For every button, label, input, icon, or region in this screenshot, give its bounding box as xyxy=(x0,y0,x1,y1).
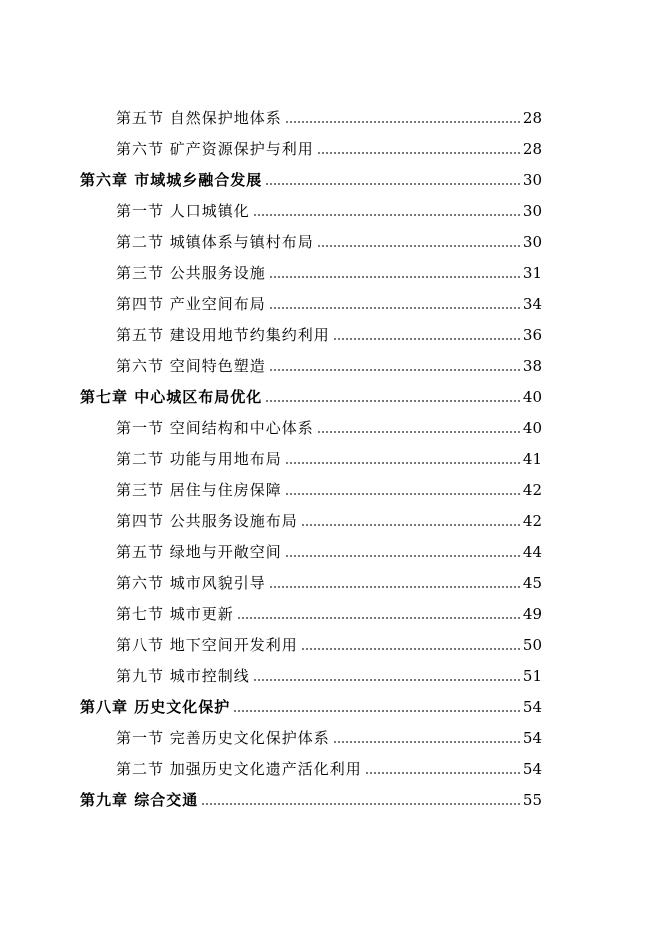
toc-section-entry[interactable] xyxy=(80,562,542,593)
toc-entry-title: 第一节 人口城镇化 xyxy=(116,202,250,220)
toc-page-number: 30 xyxy=(522,171,542,189)
dot-leader xyxy=(233,699,520,713)
dot-leader xyxy=(301,637,520,651)
dot-leader xyxy=(333,327,520,341)
toc-section-entry[interactable] xyxy=(80,252,542,283)
toc-page-number: 51 xyxy=(522,667,542,685)
toc-page-number: 50 xyxy=(522,636,542,654)
dot-leader xyxy=(253,668,520,682)
dot-leader xyxy=(285,544,520,558)
toc-chapter-entry[interactable] xyxy=(80,686,542,717)
toc-entry-title: 第九节 城市控制线 xyxy=(116,667,250,685)
toc-entry-title: 第五节 绿地与开敞空间 xyxy=(116,543,282,561)
table-of-contents xyxy=(80,97,542,810)
toc-page-number: 49 xyxy=(522,605,542,623)
toc-chapter-entry[interactable] xyxy=(80,376,542,407)
toc-entry-title: 第八章 历史文化保护 xyxy=(80,698,231,716)
toc-page-number: 45 xyxy=(522,574,542,592)
toc-section-entry[interactable] xyxy=(80,97,542,128)
toc-entry-title: 第六节 空间特色塑造 xyxy=(116,357,266,375)
toc-entry-title: 第七节 城市更新 xyxy=(116,605,234,623)
dot-leader xyxy=(285,482,520,496)
dot-leader xyxy=(237,606,520,620)
dot-leader xyxy=(301,513,520,527)
toc-page-number: 34 xyxy=(522,295,542,313)
toc-page-number: 30 xyxy=(522,202,542,220)
toc-page-number: 28 xyxy=(522,109,542,127)
toc-entry-title: 第六节 城市风貌引导 xyxy=(116,574,266,592)
toc-entry-title: 第三节 公共服务设施 xyxy=(116,264,266,282)
toc-section-entry[interactable] xyxy=(80,407,542,438)
toc-entry-title: 第一节 空间结构和中心体系 xyxy=(116,419,314,437)
toc-entry-title: 第四节 产业空间布局 xyxy=(116,295,266,313)
toc-chapter-entry[interactable] xyxy=(80,779,542,810)
dot-leader xyxy=(317,234,520,248)
toc-entry-title: 第六章 市域城乡融合发展 xyxy=(80,171,263,189)
dot-leader xyxy=(265,172,520,186)
toc-entry-title: 第五节 自然保护地体系 xyxy=(116,109,282,127)
dot-leader xyxy=(285,451,520,465)
toc-section-entry[interactable] xyxy=(80,655,542,686)
toc-section-entry[interactable] xyxy=(80,314,542,345)
toc-page-number: 54 xyxy=(522,698,542,716)
toc-section-entry[interactable] xyxy=(80,345,542,376)
toc-section-entry[interactable] xyxy=(80,128,542,159)
toc-entry-title: 第二节 城镇体系与镇村布局 xyxy=(116,233,314,251)
toc-page-number: 40 xyxy=(522,419,542,437)
dot-leader xyxy=(269,575,520,589)
dot-leader xyxy=(253,203,520,217)
toc-section-entry[interactable] xyxy=(80,221,542,252)
dot-leader xyxy=(269,265,520,279)
toc-entry-title: 第六节 矿产资源保护与利用 xyxy=(116,140,314,158)
dot-leader xyxy=(333,730,520,744)
toc-section-entry[interactable] xyxy=(80,717,542,748)
toc-page-number: 54 xyxy=(522,760,542,778)
toc-page-number: 31 xyxy=(522,264,542,282)
toc-entry-title: 第九章 综合交通 xyxy=(80,791,199,809)
dot-leader xyxy=(269,358,520,372)
toc-section-entry[interactable] xyxy=(80,593,542,624)
toc-entry-title: 第四节 公共服务设施布局 xyxy=(116,512,298,530)
toc-section-entry[interactable] xyxy=(80,531,542,562)
toc-page-number: 40 xyxy=(522,388,542,406)
toc-page-number: 28 xyxy=(522,140,542,158)
toc-section-entry[interactable] xyxy=(80,190,542,221)
toc-page-number: 42 xyxy=(522,481,542,499)
toc-entry-title: 第八节 地下空间开发利用 xyxy=(116,636,298,654)
toc-page-number: 54 xyxy=(522,729,542,747)
toc-entry-title: 第三节 居住与住房保障 xyxy=(116,481,282,499)
toc-section-entry[interactable] xyxy=(80,469,542,500)
toc-entry-title: 第二节 功能与用地布局 xyxy=(116,450,282,468)
toc-entry-title: 第七章 中心城区布局优化 xyxy=(80,388,263,406)
toc-entry-title: 第五节 建设用地节约集约利用 xyxy=(116,326,330,344)
toc-page-number: 30 xyxy=(522,233,542,251)
dot-leader xyxy=(317,141,520,155)
dot-leader xyxy=(365,761,520,775)
dot-leader xyxy=(269,296,520,310)
toc-page-number: 42 xyxy=(522,512,542,530)
toc-page-number: 44 xyxy=(522,543,542,561)
toc-section-entry[interactable] xyxy=(80,624,542,655)
toc-section-entry[interactable] xyxy=(80,438,542,469)
toc-entry-title: 第二节 加强历史文化遗产活化利用 xyxy=(116,760,362,778)
toc-section-entry[interactable] xyxy=(80,283,542,314)
toc-entry-title: 第一节 完善历史文化保护体系 xyxy=(116,729,330,747)
toc-chapter-entry[interactable] xyxy=(80,159,542,190)
dot-leader xyxy=(201,792,520,806)
toc-section-entry[interactable] xyxy=(80,748,542,779)
toc-section-entry[interactable] xyxy=(80,500,542,531)
dot-leader xyxy=(285,110,520,124)
toc-page-number: 36 xyxy=(522,326,542,344)
dot-leader xyxy=(317,420,520,434)
toc-page-number: 55 xyxy=(522,791,542,809)
toc-page-number: 38 xyxy=(522,357,542,375)
dot-leader xyxy=(265,389,520,403)
toc-page-number: 41 xyxy=(522,450,542,468)
